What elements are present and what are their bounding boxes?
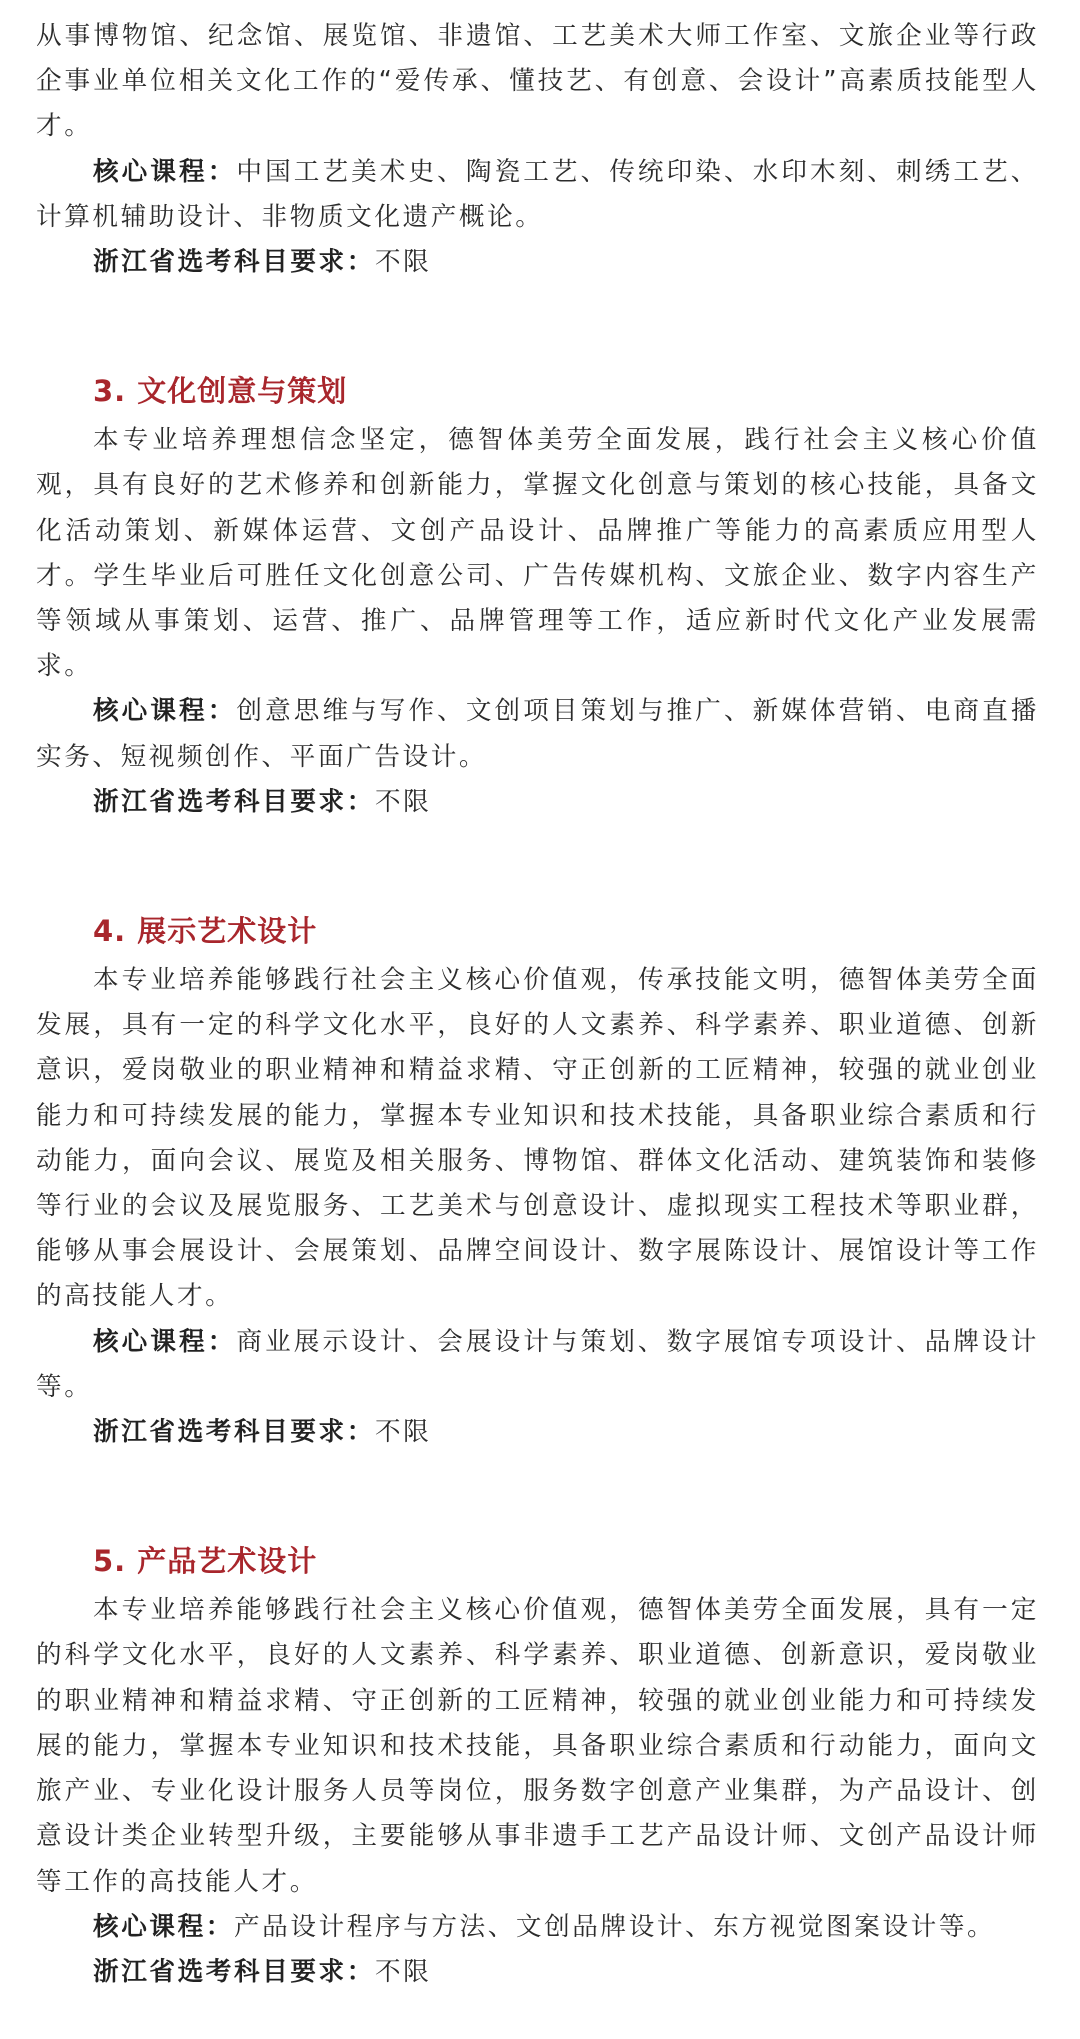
core-courses-label: 核心课程： (93, 1326, 237, 1357)
section-core-courses (36, 689, 1039, 779)
section-description: 本专业培养理想信念坚定，德智体美劳全面发展，践行社会主义核心价值观，具有良好的艺术修养和创新能力，掌握文化创意与策划的核心技能，具备文化活动策划、新媒体运营、文创产品设计、品牌推广等能力的高素质应用型人才。学生毕业后可胜任文化创意公司、广告传媒机构、文旅企业、数字内容生产等领域从事策划、运营、推广、品牌管理等工作，适应新时代文化产业发展需求。 (36, 425, 1039, 682)
subject-requirement-label: 浙江省选考科目要求： (93, 1956, 375, 1987)
core-courses-text: 产品设计程序与方法、文创品牌设计、东方视觉图案设计等。 (233, 1911, 996, 1942)
section-core-courses (36, 1905, 1039, 1950)
section-title: 4. 展示艺术设计 (93, 914, 318, 949)
section-cultural-creativity (36, 368, 1039, 825)
section-subject-requirement (36, 1410, 1039, 1455)
subject-requirement-label: 浙江省选考科目要求： (93, 247, 375, 278)
core-courses-label: 核心课程： (93, 696, 237, 727)
subject-requirement-label: 浙江省选考科目要求： (93, 786, 375, 817)
core-courses-text: 创意思维与写作、文创项目策划与推广、新媒体营销、电商直播实务、短视频创作、平面广告设计。 (36, 696, 1039, 772)
section-title: 3. 文化创意与策划 (93, 374, 348, 409)
section-core-courses (36, 1320, 1039, 1410)
section-subject-requirement (36, 1950, 1039, 1995)
subject-requirement-value: 不限 (374, 786, 432, 817)
subject-requirement-value: 不限 (374, 1417, 432, 1448)
core-courses-text: 中国工艺美术史、陶瓷工艺、传统印染、水印木刻、刺绣工艺、计算机辅助设计、非物质文化遗产概论。 (36, 156, 1039, 232)
intro-core-courses (36, 150, 1039, 240)
section-exhibition-design (36, 908, 1039, 1455)
subject-requirement-label: 浙江省选考科目要求： (93, 1417, 375, 1448)
core-courses-label: 核心课程： (93, 1911, 234, 1942)
intro-description: 从事博物馆、纪念馆、展览馆、非遗馆、工艺美术大师工作室、文旅企业等行政企事业单位相关文化工作的“爱传承、懂技艺、有创意、会设计”高素质技能型人才。 (36, 21, 1039, 142)
core-courses-label: 核心课程： (93, 156, 237, 187)
section-product-design (36, 1538, 1039, 1995)
intro-block (36, 14, 1039, 285)
section-description: 本专业培养能够践行社会主义核心价值观，德智体美劳全面发展，具有一定的科学文化水平，良好的人文素养、科学素养、职业道德、创新意识，爱岗敬业的职业精神和精益求精、守正创新的工匠精神，较强的就业创业能力和可持续发展的能力，掌握本专业知识和技术技能，具备职业综合素质和行动能力，面向文旅产业、专业化设计服务人员等岗位，服务数字创意产业集群，为产品设计、创意设计类企业转型升级，主要能够从事非遗手工艺产品设计师、文创产品设计师等工作的高技能人才。 (36, 1595, 1039, 1897)
section-description: 本专业培养能够践行社会主义核心价值观，传承技能文明，德智体美劳全面发展，具有一定的科学文化水平，良好的人文素养、科学素养、职业道德、创新意识，爱岗敬业的职业精神和精益求精、守正创新的工匠精神，较强的就业创业能力和可持续发展的能力，掌握本专业知识和技术技能，具备职业综合素质和行动能力，面向会议、展览及相关服务、博物馆、群体文化活动、建筑装饰和装修等行业的会议及展览服务、工艺美术与创意设计、虚拟现实工程技术等职业群，能够从事会展设计、会展策划、品牌空间设计、数字展陈设计、展馆设计等工作的高技能人才。 (36, 965, 1039, 1312)
subject-requirement-value: 不限 (374, 247, 432, 278)
subject-requirement-value: 不限 (374, 1956, 432, 1987)
core-courses-text: 商业展示设计、会展设计与策划、数字展馆专项设计、品牌设计等。 (36, 1326, 1039, 1402)
section-title: 5. 产品艺术设计 (93, 1544, 318, 1579)
section-subject-requirement (36, 780, 1039, 825)
intro-subject-requirement (36, 240, 1039, 285)
